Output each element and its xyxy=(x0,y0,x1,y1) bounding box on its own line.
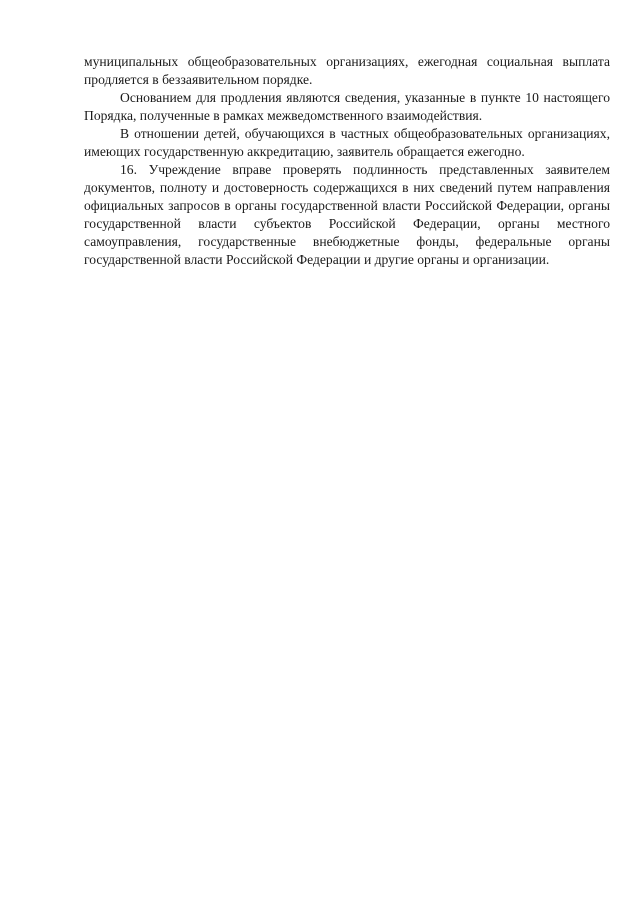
paragraph-private-schools: В отношении детей, обучающихся в частных общеобразовательных организациях, имеющих государственную аккредитацию, заявитель обращается ежегодно. xyxy=(84,126,610,159)
document-body xyxy=(84,53,610,269)
paragraph-item-16: 16. Учреждение вправе проверять подлинность представленных заявителем документов, полноту и достоверность содержащихся в них сведений путем направления официальных запросов в органы государственной власти Российской Федерации, органы государственной власти субъектов Российской Федерации, органы местного самоуправления, государственные внебюджетные фонды, федеральные органы государственной власти Российской Федерации и другие органы и организации. xyxy=(84,162,610,267)
paragraph-continuation: муниципальных общеобразовательных организациях, ежегодная социальная выплата продляется в беззаявительном порядке. xyxy=(84,54,610,87)
paragraph-basis: Основанием для продления являются сведения, указанные в пункте 10 настоящего Порядка, полученные в рамках межведомственного взаимодействия. xyxy=(84,90,610,123)
